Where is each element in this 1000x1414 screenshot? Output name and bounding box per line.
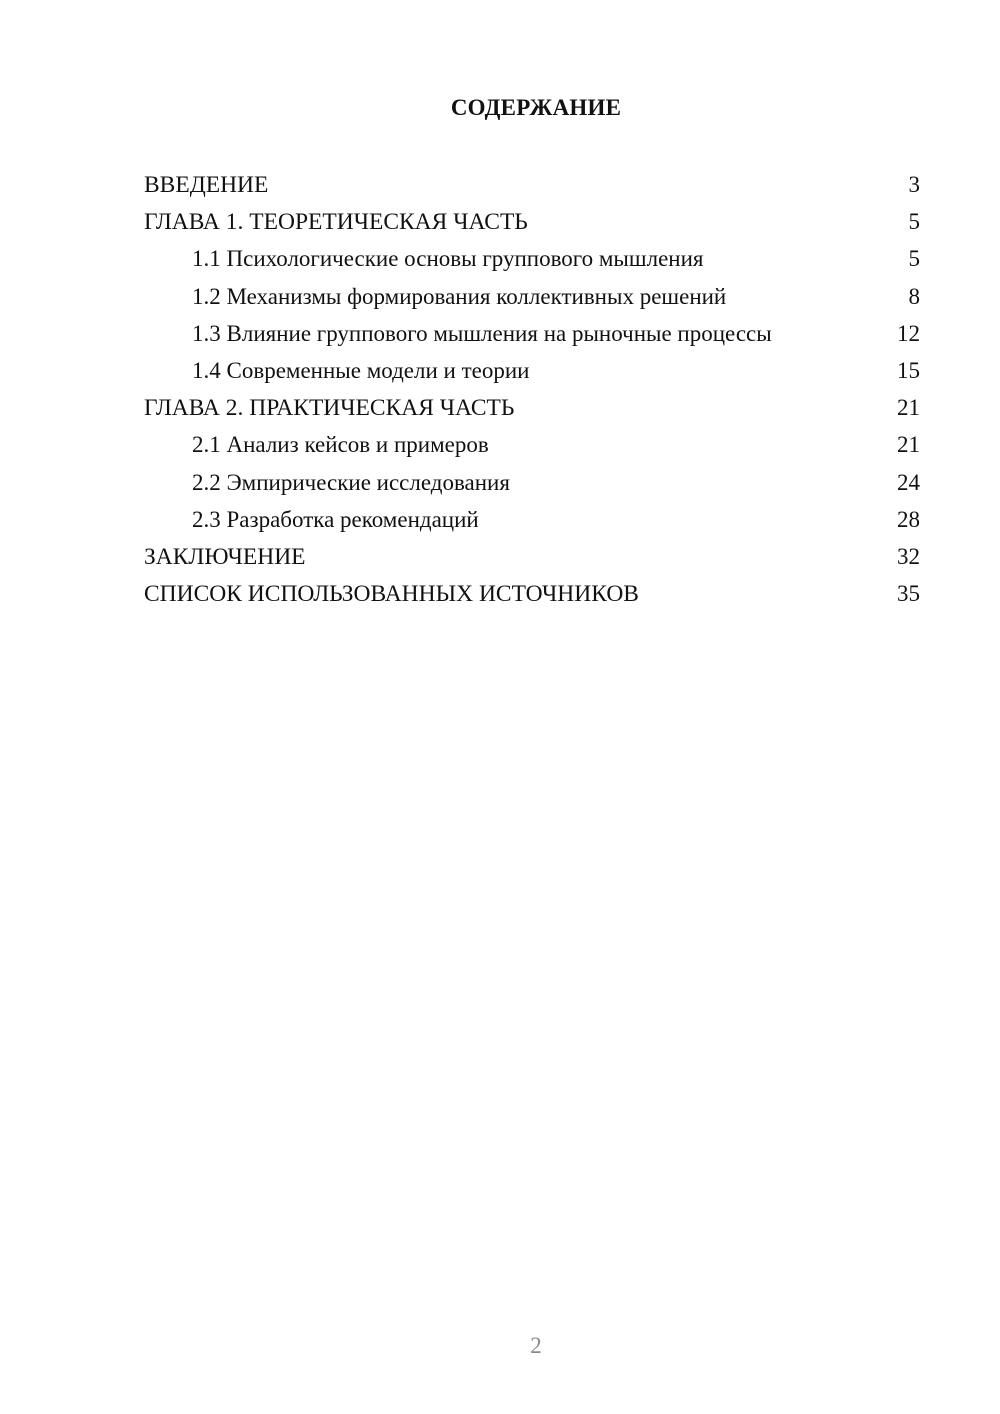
toc-entry-section-1-4 [144, 352, 920, 389]
toc-entry-label: 1.4 Современные модели и теории [192, 357, 530, 383]
toc-entry-label: 1.3 Влияние группового мышления на рыночные процессы [192, 320, 772, 346]
toc-entry-page: 21 [897, 432, 920, 458]
toc-entry-section-1-3 [144, 315, 920, 352]
toc-entry-page: 5 [908, 209, 920, 235]
toc-entry-label: 2.2 Эмпирические исследования [192, 469, 510, 495]
toc-entry-page: 35 [897, 581, 920, 607]
toc-entry-label: ВВЕДЕНИЕ [144, 172, 269, 198]
toc-entry-introduction [144, 166, 920, 203]
toc-entry-page: 24 [897, 469, 920, 495]
toc-entry-page: 12 [897, 320, 920, 346]
toc-entry-label: 2.1 Анализ кейсов и примеров [192, 432, 489, 458]
toc-entry-chapter-2 [144, 389, 920, 426]
toc-entry-section-2-2 [144, 464, 920, 501]
toc-entry-section-1-2 [144, 278, 920, 315]
toc-entry-page: 21 [897, 395, 920, 421]
toc-entry-label: СПИСОК ИСПОЛЬЗОВАННЫХ ИСТОЧНИКОВ [144, 581, 639, 608]
page-number: 2 [530, 1333, 542, 1358]
toc-entry-references [144, 575, 920, 612]
table-of-contents [144, 166, 920, 612]
toc-entry-page: 28 [897, 506, 920, 532]
toc-entry-label: ГЛАВА 2. ПРАКТИЧЕСКАЯ ЧАСТЬ [144, 395, 515, 422]
toc-entry-conclusion [144, 538, 920, 575]
page-title: СОДЕРЖАНИЕ [450, 95, 622, 120]
toc-entry-page: 5 [908, 246, 920, 272]
toc-entry-label: ЗАКЛЮЧЕНИЕ [144, 543, 306, 570]
toc-entry-label: 1.2 Механизмы формирования коллективных решений [192, 283, 727, 309]
toc-entry-chapter-1 [144, 203, 920, 240]
toc-entry-label: ГЛАВА 1. ТЕОРЕТИЧЕСКАЯ ЧАСТЬ [144, 209, 528, 236]
toc-entry-page: 32 [897, 543, 920, 569]
toc-entry-page: 15 [897, 357, 920, 383]
toc-entry-page: 8 [908, 283, 920, 309]
toc-entry-section-1-1 [144, 240, 920, 277]
toc-entry-page: 3 [908, 172, 920, 197]
toc-entry-section-2-1 [144, 426, 920, 463]
toc-entry-label: 1.1 Психологические основы группового мышления [192, 246, 704, 272]
toc-entry-section-2-3 [144, 501, 920, 538]
toc-entry-label: 2.3 Разработка рекомендаций [192, 506, 479, 532]
